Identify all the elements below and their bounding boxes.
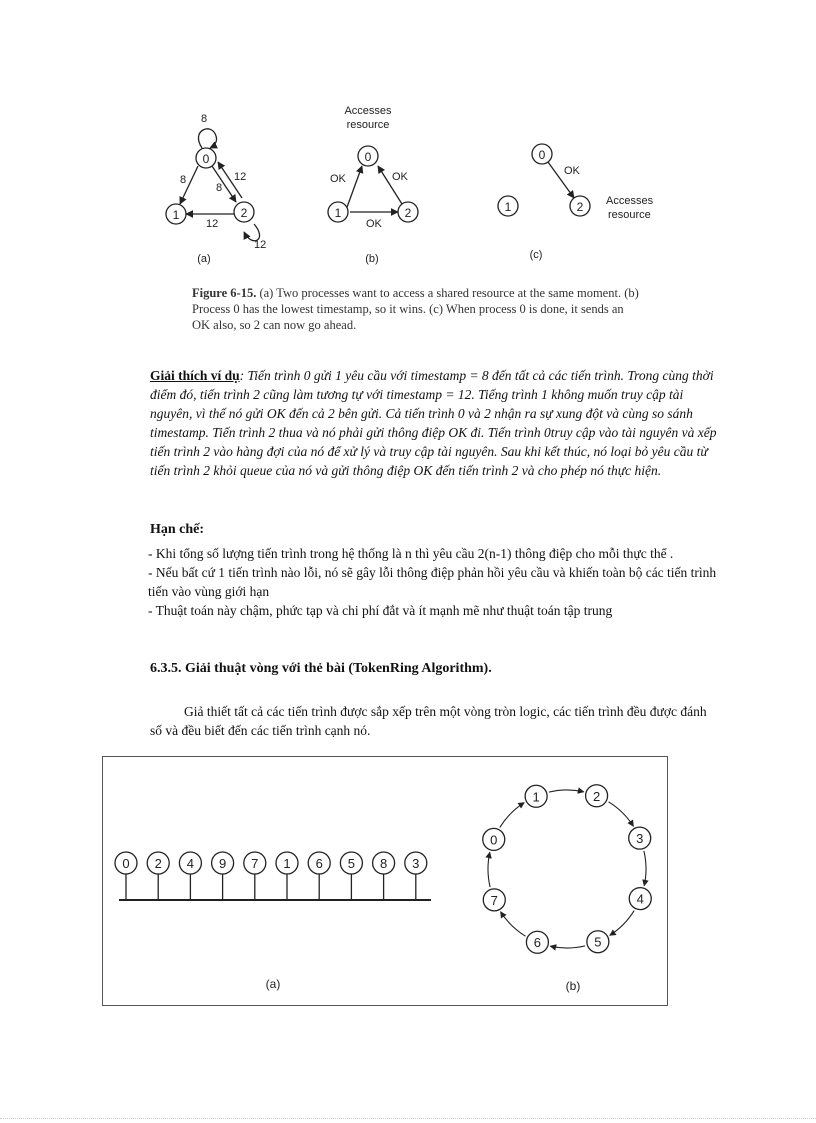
ring-node-label: 1 bbox=[532, 789, 540, 805]
ring-node-label: 3 bbox=[636, 831, 644, 847]
bus-node-label: 6 bbox=[315, 856, 323, 871]
ring-arc bbox=[644, 851, 646, 886]
label-b: (b) bbox=[565, 979, 581, 993]
node-label: 1 bbox=[172, 208, 180, 222]
node-label: 1 bbox=[334, 206, 342, 220]
ring-arc bbox=[549, 790, 584, 792]
limitations-list bbox=[148, 544, 718, 620]
ring-nodes bbox=[483, 785, 651, 953]
edge-label: 8 bbox=[200, 113, 208, 125]
figure-6-15 bbox=[150, 100, 670, 280]
figure-caption bbox=[192, 285, 642, 333]
list-item: - Thuật toán này chậm, phức tạp và chi phí đắt và ít mạnh mẽ như thuật toán tập trung bbox=[148, 603, 613, 618]
edge-label: 12 bbox=[206, 218, 219, 230]
edge-label: 12 bbox=[254, 239, 267, 251]
section-heading: 6.3.5. Giải thuật vòng với thẻ bài (TokenRing Algorithm). bbox=[150, 661, 492, 676]
accesses-label: Accesses bbox=[606, 195, 654, 207]
page-bottom-rule bbox=[0, 1118, 816, 1119]
caption-text: (a) Two processes want to access a shared resource at the same moment. (b) Process 0 has the lowest timestamp, so it wins. (c) When process 0 is done, it sends an OK also, so 2 can now go ahead. bbox=[192, 286, 639, 332]
token-ring-figure bbox=[102, 756, 668, 1006]
node-label: 0 bbox=[202, 152, 210, 166]
explanation-lead: Giải thích ví dụ bbox=[150, 368, 240, 383]
panel-a-label: (a) bbox=[197, 253, 211, 265]
ring-node-label: 2 bbox=[592, 788, 601, 804]
intro-text: Giả thiết tất cả các tiến trình được sắp xếp trên một vòng tròn logic, các tiến trình đều được đánh số và đều biết đến các tiến trình cạnh nó. bbox=[150, 704, 707, 738]
node-label: 2 bbox=[576, 200, 584, 214]
ring-arc bbox=[609, 802, 634, 826]
edge-label: OK bbox=[366, 218, 382, 230]
edge-label: 8 bbox=[216, 182, 223, 194]
list-item: - Khi tổng số lượng tiến trình trong hệ thống là n thì yêu cầu 2(n-1) thông điệp cho mỗi thực thể . bbox=[148, 546, 674, 561]
ring-arc bbox=[501, 912, 526, 936]
bus-node-label: 8 bbox=[379, 856, 388, 871]
bus-nodes bbox=[115, 852, 427, 900]
bus-node-label: 2 bbox=[154, 856, 162, 871]
node-label: 0 bbox=[364, 150, 372, 164]
edge-label: OK bbox=[392, 171, 408, 183]
bus-node-label: 0 bbox=[122, 856, 130, 871]
edge-label: 8 bbox=[180, 174, 187, 186]
list-item: - Nếu bất cứ 1 tiến trình nào lỗi, nó sẽ gây lỗi thông điệp phản hồi yêu cầu và khiến toàn bộ các tiến trình tiến vào vùng giới hạn bbox=[148, 565, 717, 599]
bus-node-label: 7 bbox=[251, 856, 259, 871]
ring-node-label: 4 bbox=[636, 891, 644, 907]
ring-node-label: 0 bbox=[490, 832, 498, 848]
bus-node-label: 5 bbox=[347, 856, 356, 871]
section-intro bbox=[150, 702, 720, 740]
limitations-title: Hạn chế: bbox=[150, 522, 205, 537]
panel-b-label: (b) bbox=[365, 253, 379, 265]
ring-arc bbox=[610, 911, 634, 936]
node-label: 2 bbox=[240, 206, 248, 220]
bus-node-label: 1 bbox=[283, 856, 291, 871]
caption-number: Figure 6-15. bbox=[192, 286, 257, 300]
node-label: 1 bbox=[504, 200, 512, 214]
label-a: (a) bbox=[265, 977, 281, 991]
node-label: 0 bbox=[538, 148, 546, 162]
node-label: 2 bbox=[404, 206, 412, 220]
explanation-paragraph bbox=[150, 366, 720, 480]
ring-node-label: 5 bbox=[594, 934, 602, 950]
bus-node-label: 4 bbox=[186, 856, 195, 871]
ring-node-label: 6 bbox=[533, 935, 542, 951]
bus-node-label: 9 bbox=[218, 856, 227, 871]
panel-c-label: (c) bbox=[529, 249, 543, 261]
token-ring-svg bbox=[103, 757, 667, 1005]
accesses-label: Accesses bbox=[344, 105, 392, 117]
edge-label: OK bbox=[330, 173, 346, 185]
resource-label: resource bbox=[608, 209, 651, 221]
ring-node-label: 7 bbox=[490, 892, 498, 908]
ring-arc bbox=[500, 803, 524, 828]
edge-label: OK bbox=[564, 165, 580, 177]
resource-label: resource bbox=[346, 119, 390, 131]
bus-node-label: 3 bbox=[412, 856, 420, 871]
ring-arc bbox=[488, 852, 490, 887]
explanation-text: : Tiến trình 0 gửi 1 yêu cầu với timestamp = 8 đến tất cả các tiến trình. Trong cùng thời điểm đó, tiến trình 2 cũng làm tương tự với timestamp = 12. Tiếng trình 1 không muốn truy cập tài nguyên, vì thế nó gửi OK đến cả 2 bên gửi. Cả tiến trình 0 và 2 nhận ra sự xung đột và cùng so sánh timestamp. Tiến trình 2 thua và nó phải gửi thông điệp OK đi. Tiến trình 0truy cập vào tài nguyên và xếp tiến trình 2 vào hàng đợi của nó để xử lý và truy cập tài nguyên. Sau khi kết thúc, nó loại bỏ yêu cầu từ tiến trình 2 khỏi queue của nó và gửi thông điệp OK đến tiến trình 2 và cho phép nó thực hiện. bbox=[150, 368, 717, 478]
ring-arc bbox=[550, 946, 585, 948]
edge-label: 12 bbox=[234, 171, 247, 183]
